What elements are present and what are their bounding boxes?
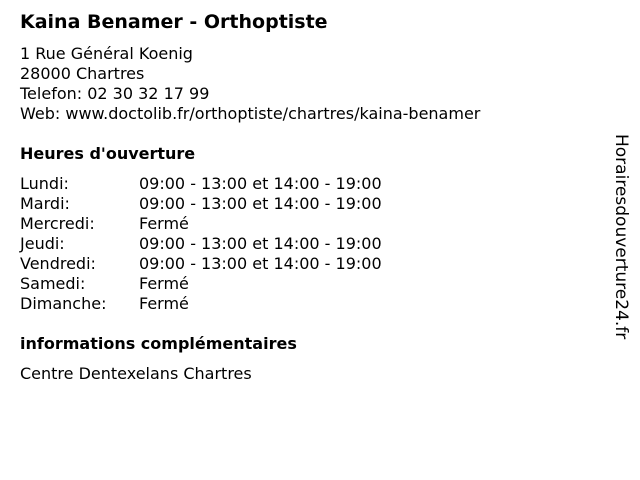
page-title: Kaina Benamer - Orthoptiste	[20, 11, 328, 33]
hours-time: 09:00 - 13:00 et 14:00 - 19:00	[139, 254, 382, 273]
website-url: Web: www.doctolib.fr/orthoptiste/chartres/kaina-benamer	[20, 104, 481, 123]
hours-day: Lundi:	[20, 174, 69, 193]
additional-info-text: Centre Dentexelans Chartres	[20, 364, 252, 383]
site-watermark: Horairesdouverture24.fr	[611, 134, 631, 340]
additional-info-heading: informations complémentaires	[20, 334, 297, 353]
opening-hours-heading: Heures d'ouverture	[20, 144, 196, 163]
address-block	[20, 44, 480, 124]
hours-time: 09:00 - 13:00 et 14:00 - 19:00	[139, 234, 382, 253]
city-address: 28000 Chartres	[20, 64, 145, 83]
hours-time: Fermé	[139, 214, 189, 233]
hours-time: Fermé	[139, 274, 189, 293]
hours-day: Mardi:	[20, 194, 70, 213]
phone-number: Telefon: 02 30 32 17 99	[20, 84, 210, 103]
hours-day: Dimanche:	[20, 294, 107, 313]
hours-time: 09:00 - 13:00 et 14:00 - 19:00	[139, 194, 382, 213]
hours-day: Mercredi:	[20, 214, 95, 233]
hours-day: Vendredi:	[20, 254, 96, 273]
hours-day: Jeudi:	[20, 234, 65, 253]
hours-time: 09:00 - 13:00 et 14:00 - 19:00	[139, 174, 382, 193]
street-address: 1 Rue Général Koenig	[20, 44, 193, 63]
hours-time: Fermé	[139, 294, 189, 313]
hours-day: Samedi:	[20, 274, 86, 293]
